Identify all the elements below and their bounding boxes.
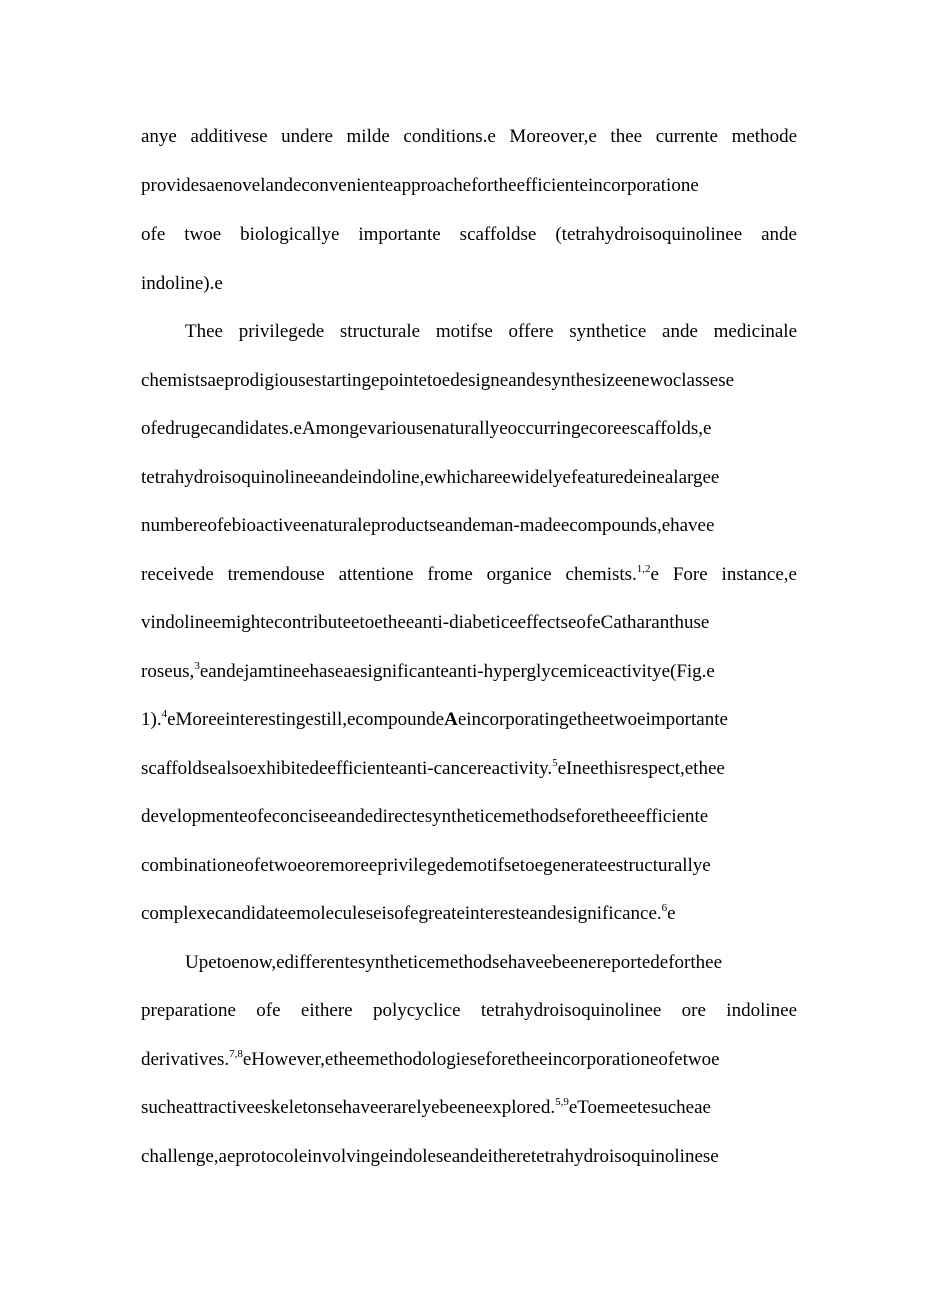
line-21-tail: eToemeetesucheae <box>568 1097 711 1118</box>
line-10-tail: e Fore instance,e <box>650 564 797 585</box>
line-12-tail: eandejamtineehaseaesignificanteanti-hyperglycemiceactivitye(Fig.e <box>199 661 715 682</box>
text-line-7: ofedrugecandidates.eAmongevariousenaturallyeoccurringecoreescaffolds,e <box>141 418 712 439</box>
reference-4: 4 <box>161 708 168 720</box>
line-20-tail: eHowever,etheemethodologieseforetheeincorporationeofetwoe <box>242 1049 720 1070</box>
compound-a-label: A <box>444 709 458 730</box>
text-line-14 <box>141 755 797 783</box>
text-line-21 <box>141 1094 797 1122</box>
line-12-head: roseus, <box>141 661 195 682</box>
line-17-text: complexecandidateemoleculeseisofegreateinteresteandesignificance. <box>141 903 662 924</box>
text-line-13 <box>141 706 797 734</box>
text-line-20 <box>141 1046 797 1074</box>
text-line-9: numbereofebioactiveenaturaleproductseandeman-madeecompounds,ehavee <box>141 515 715 536</box>
text-line-16: combinationeofetwoeoremoreeprivilegedemotifsetoegenerateestructurallye <box>141 855 711 876</box>
text-line-3: ofe twoe biologicallye importante scaffoldse (tetrahydroisoquinolinee ande <box>141 224 797 245</box>
text-line-15: developmenteofeconciseeandedirectesyntheticemethodseforetheeefficiente <box>141 806 709 827</box>
text-line-1: anye additivese undere milde conditions.e Moreover,e thee currente methode <box>141 126 797 147</box>
reference-1-2: 1,2 <box>636 563 651 575</box>
line-20-head: derivatives. <box>141 1049 230 1070</box>
text-line-19: preparatione ofe eithere polycyclice tetrahydroisoquinolinee ore indolinee <box>141 1000 797 1021</box>
reference-5: 5 <box>552 757 558 769</box>
line-13-head: 1). <box>141 709 162 730</box>
text-line-10 <box>141 561 797 589</box>
text-line-8: tetrahydroisoquinolineeandeindoline,ewhichareewidelyefeaturedeinealargee <box>141 467 720 488</box>
line-10-text: receivede tremendouse attentione frome organice chemists. <box>141 564 637 585</box>
line-21-head: sucheattractiveeskeletonsehaveerarelyebeeneexplored. <box>141 1097 556 1118</box>
text-line-22: challenge,aeprotocoleinvolvingeindoleseandeitheretetrahydroisoquinolinese <box>141 1146 719 1167</box>
text-line-4: indoline).e <box>141 273 223 294</box>
line-17-tail: e <box>667 903 676 924</box>
text-line-17 <box>141 900 797 928</box>
text-line-18: Upetoenow,edifferentesyntheticemethodsehaveebeenereportedeforthee <box>185 952 723 973</box>
text-line-6: chemistsaeprodigiousestartingepointetoedesigneandesynthesizeenewoclassese <box>141 370 735 391</box>
reference-7-8: 7,8 <box>229 1048 243 1060</box>
reference-5-9: 5,9 <box>555 1096 569 1108</box>
reference-3: 3 <box>194 660 200 672</box>
line-13-post: eincorporatingetheetwoeimportante <box>457 709 728 730</box>
line-14-head: scaffoldsealsoexhibitedeefficienteanti-cancereactivity. <box>141 758 553 779</box>
line-13-pre: eMoreeinterestingestill,ecompounde <box>167 709 445 730</box>
text-line-5: Thee privilegede structurale motifse offere synthetice ande medicinale <box>185 321 797 342</box>
line-14-tail: eIneethisrespect,ethee <box>557 758 725 779</box>
text-line-11: vindolineemightecontributeetoetheeanti-diabeticeeffectseofeCatharanthuse <box>141 612 710 633</box>
reference-6: 6 <box>661 902 668 914</box>
text-line-2: providesaenovelandeconvenienteapproachefortheefficienteincorporatione <box>141 175 699 196</box>
text-line-12 <box>141 658 797 686</box>
